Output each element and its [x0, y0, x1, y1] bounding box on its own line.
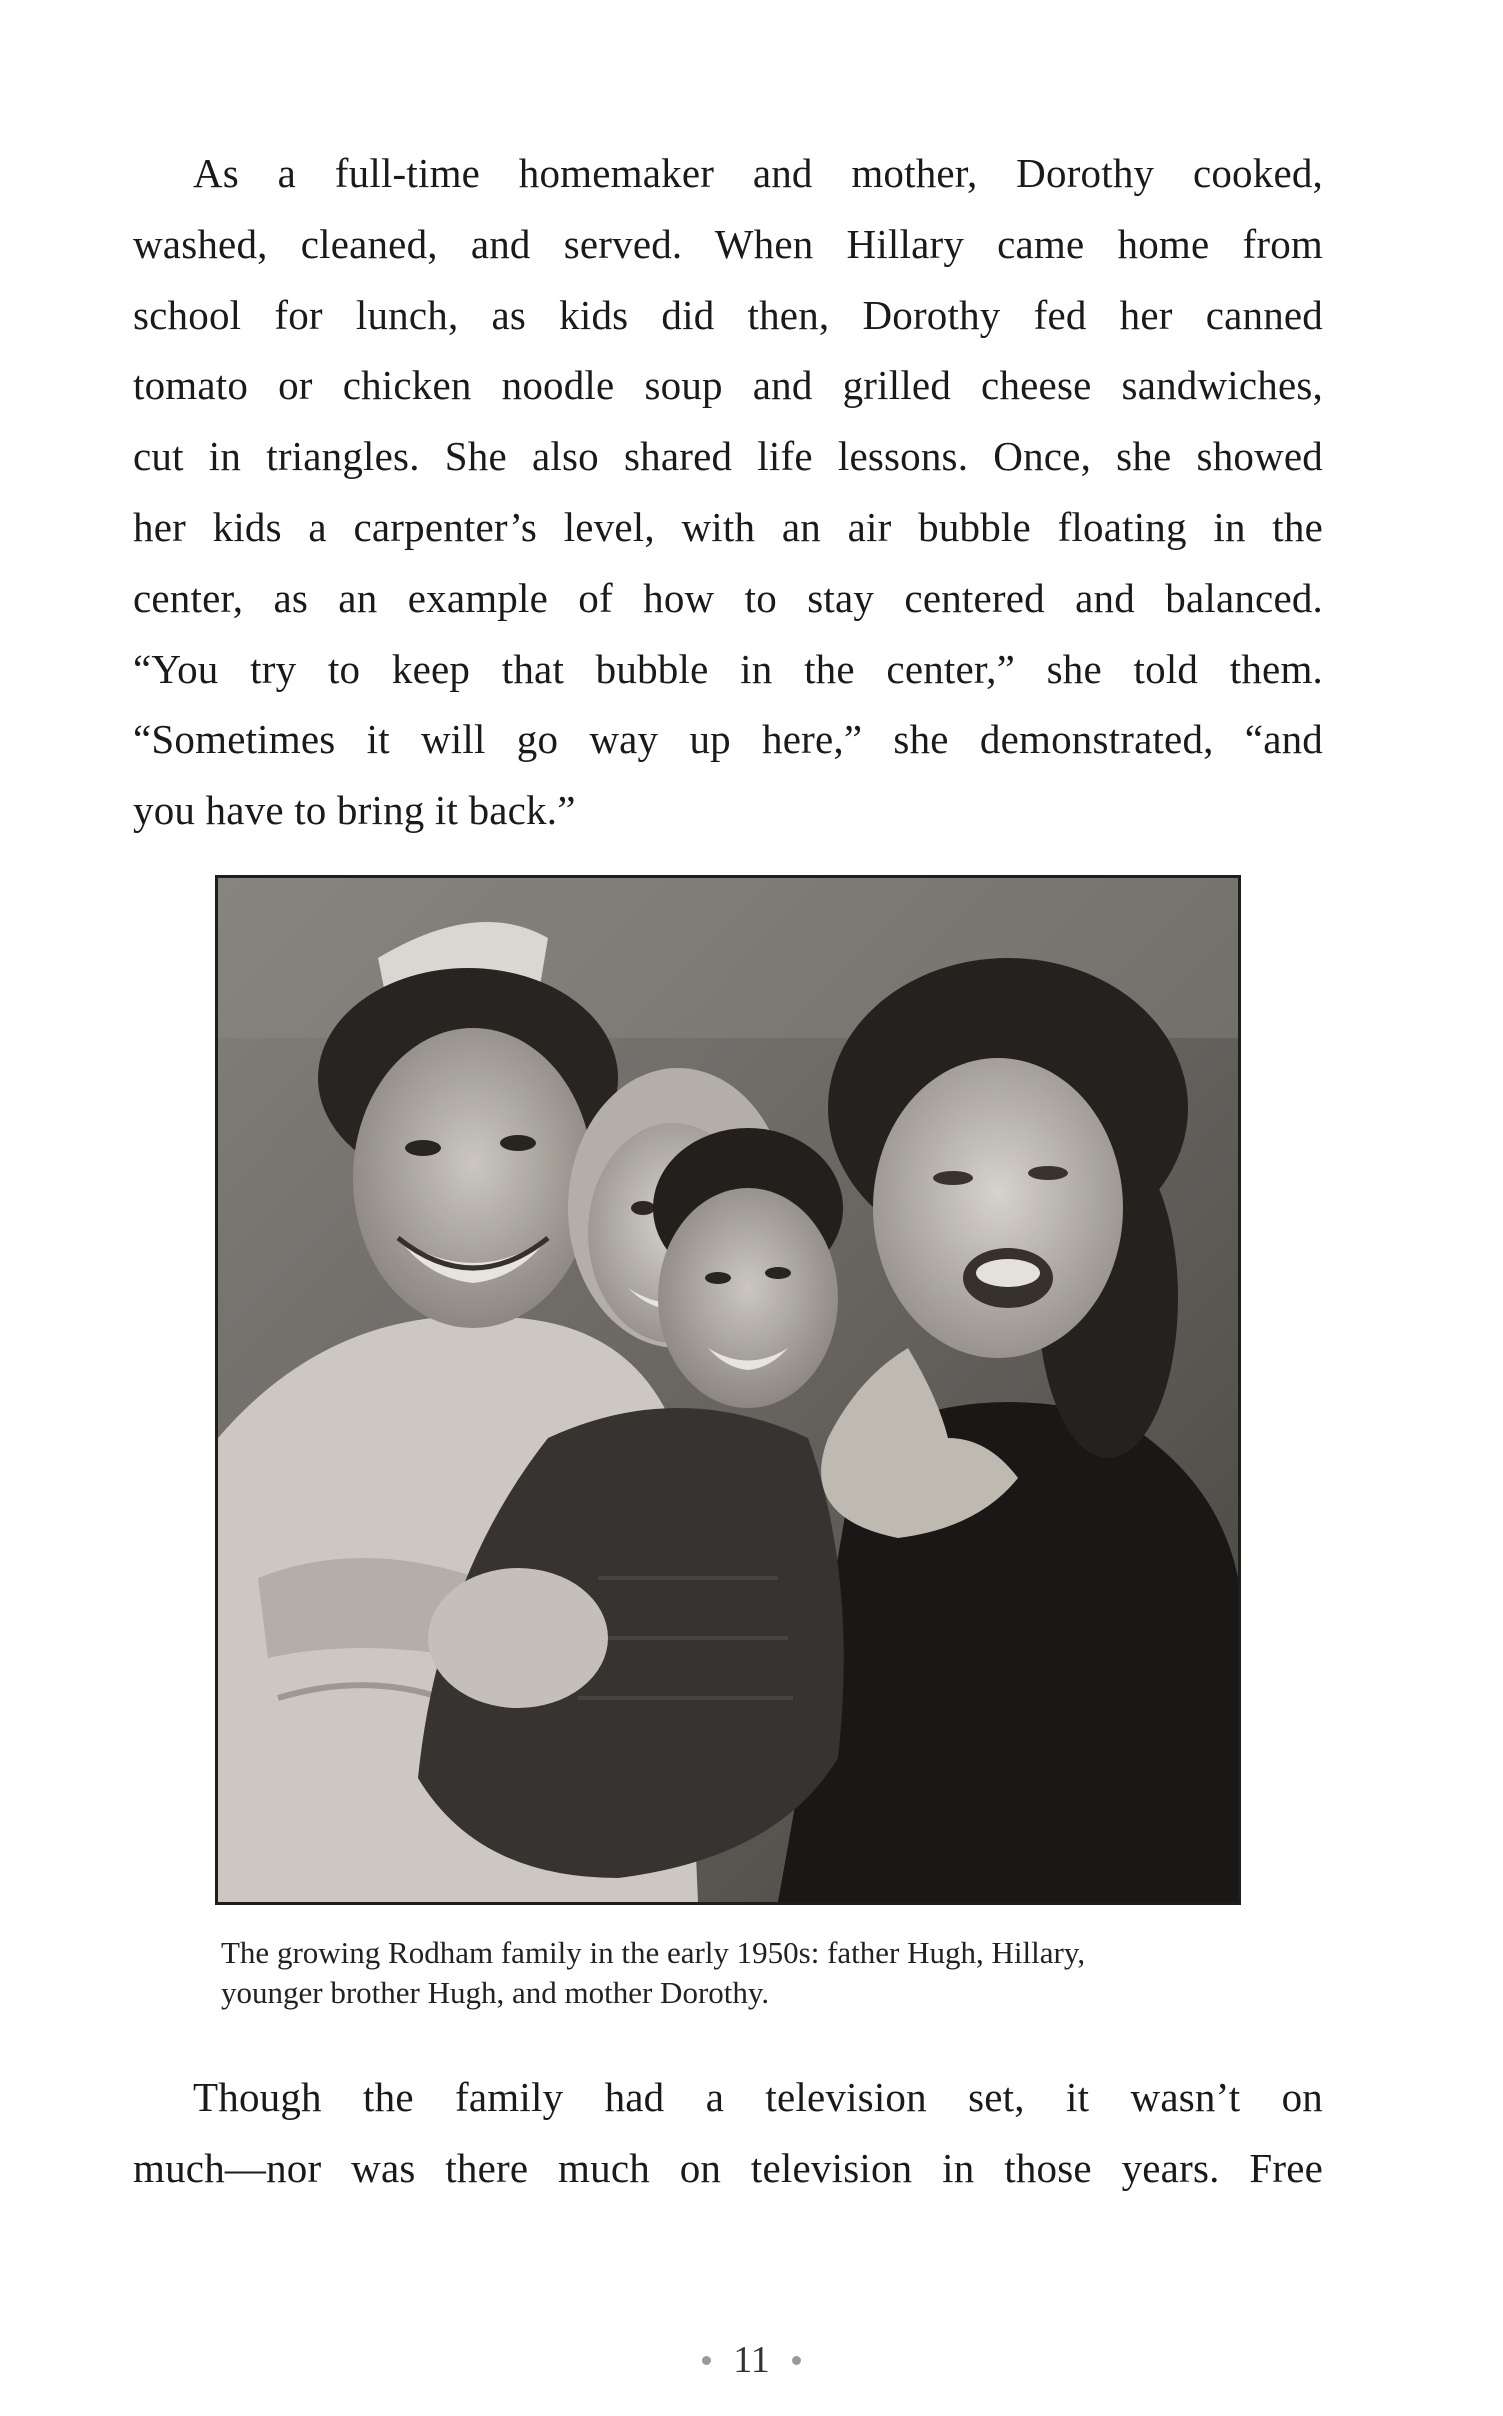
text-line: Though the family had a television set, it wasn’t on	[193, 2074, 1323, 2120]
photo-caption	[221, 1933, 1261, 2013]
text-line: “You try to keep that bubble in the center,” she told them.	[133, 645, 1323, 692]
text-line: As a full-time homemaker and mother, Dorothy cooked,	[193, 150, 1323, 196]
caption-line: The growing Rodham family in the early 1950s: father Hugh, Hillary,	[221, 1935, 1086, 1970]
text-line: much—nor was there much on television in those years. Free	[133, 2144, 1323, 2191]
text-line: school for lunch, as kids did then, Dorothy fed her canned	[133, 291, 1323, 338]
page-number: 11	[733, 2339, 770, 2381]
text-line: her kids a carpenter’s level, with an air bubble floating in the	[133, 503, 1323, 550]
bullet-dot-icon	[702, 2356, 711, 2365]
family-photo-icon	[218, 878, 1238, 1902]
caption-line: younger brother Hugh, and mother Dorothy.	[221, 1975, 770, 2010]
page-number-footer	[0, 2338, 1503, 2382]
body-paragraph-1	[133, 138, 1323, 846]
text-line: cut in triangles. She also shared life lessons. Once, she showed	[133, 433, 1323, 480]
text-line: you have to bring it back.”	[133, 787, 576, 834]
text-line: center, as an example of how to stay centered and balanced.	[133, 574, 1323, 621]
text-line: “Sometimes it will go way up here,” she demonstrated, “and	[133, 716, 1323, 763]
body-paragraph-2	[133, 2062, 1323, 2204]
text-line: tomato or chicken noodle soup and grilled cheese sandwiches,	[133, 362, 1323, 409]
family-photo	[215, 875, 1241, 1905]
text-line: washed, cleaned, and served. When Hillary came home from	[133, 220, 1323, 267]
bullet-dot-icon	[792, 2356, 801, 2365]
